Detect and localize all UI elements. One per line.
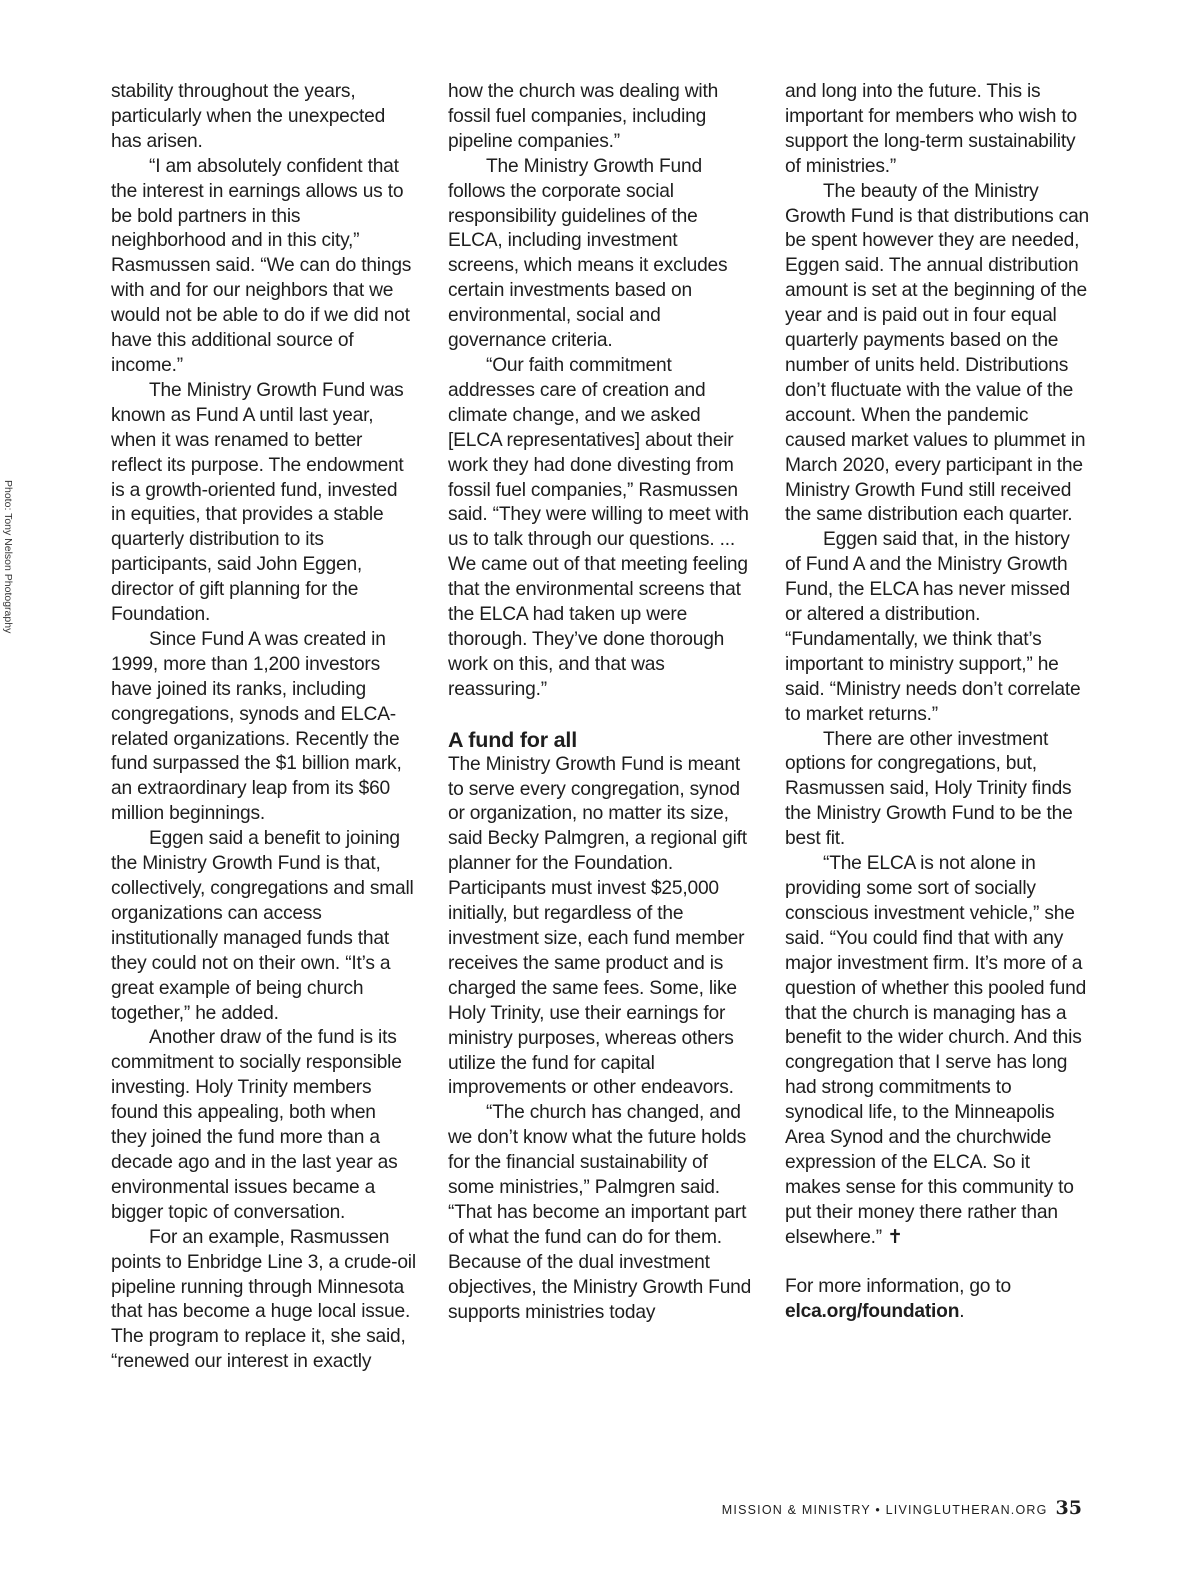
paragraph: “The ELCA is not alone in providing some sort of socially conscious investment vehicle,” she said. “You could find that with any major investment firm. It’s more of a question of whether this pooled fund that the church is managing has a benefit to the wider church. And this congregation that I serve has long had strong commitments to synodical life, to the Minneapolis Area Synod and the churchwide expression of the ELCA. So it makes sense for this community to put their money there rather than elsewhere.” ✝ — [785, 853, 1087, 1248]
paragraph: Since Fund A was created in 1999, more than 1,200 investors have joined its ranks, including congregations, synods and ELCA-related organizations. Recently the fund surpassed the $1 billion mark, an extraordinary leap from its $60 million beginnings. — [111, 628, 402, 825]
paragraph: The Ministry Growth Fund is meant to serve every congregation, synod or organization, no matter its size, said Becky Palmgren, a regional gift planner for the Foundation. Participants must invest $25,000 initially, but regardless of the investment size, each fund member receives the same product and is charged the same fees. Some, like Holy Trinity, use their earnings for ministry purposes, whereas others utilize the fund for capital improvements or other endeavors. — [448, 753, 747, 1099]
paragraph: The Ministry Growth Fund was known as Fund A until last year, when it was renamed to better reflect its purpose. The endowment is a growth-oriented fund, invested in equities, that provides a stable quarterly distribution to its participants, said John Eggen, director of gift planning for the Foundation. — [111, 379, 404, 626]
photo-credit-text: Photo: Tony Nelson Photography — [2, 480, 14, 634]
article-column-2 — [448, 80, 753, 1326]
paragraph: For an example, Rasmussen points to Enbridge Line 3, a crude-oil pipeline running through Minnesota that has become a huge local issue. The program to replace it, she said, “renewed our interest in exactly — [111, 1226, 416, 1373]
more-info — [785, 1275, 1090, 1325]
footer-section-label: MISSION & MINISTRY • LIVINGLUTHERAN.ORG — [721, 1503, 1048, 1517]
article-column-1 — [111, 80, 416, 1375]
photo-credit — [2, 480, 16, 660]
page-footer — [722, 1497, 1082, 1519]
more-info-lead: For more information, go to — [785, 1275, 1012, 1297]
paragraph: and long into the future. This is important for members who wish to support the long-term sustainability of ministries.” — [785, 81, 1077, 177]
paragraph: “The church has changed, and we don’t know what the future holds for the financial sustainability of some ministries,” Palmgren said. “That has become an important part of what the fund can do for them. Because of the dual investment objectives, the Ministry Growth Fund supports ministries today — [448, 1102, 752, 1323]
paragraph: Eggen said a benefit to joining the Ministry Growth Fund is that, collectively, congregations and small organizations can access institutionally managed funds that they could not on their own. “It’s a great example of being church together,” he added. — [111, 828, 414, 1024]
paragraph: There are other investment options for congregations, but, Rasmussen said, Holy Trinity finds the Ministry Growth Fund to be the best fit. — [785, 728, 1073, 850]
paragraph: The Ministry Growth Fund follows the corporate social responsibility guidelines of the ELCA, including investment screens, which means it excludes certain investments based on environmental, social and governance criteria. — [448, 155, 728, 352]
article-column-3 — [785, 80, 1090, 1324]
paragraph: stability throughout the years, particularly when the unexpected has arisen. — [111, 81, 386, 152]
paragraph: “I am absolutely confident that the interest in earnings allows us to be bold partners in this neighborhood and in this city,” Rasmussen said. “We can do things with and for our neighbors that we would not be able to do if we did not have this additional source of income.” — [111, 155, 412, 376]
paragraph: The beauty of the Ministry Growth Fund is that distributions can be spent however they are needed, Eggen said. The annual distribution amount is set at the beginning of the year and is paid out in four equal quarterly payments based on the number of units held. Distributions don’t fluctuate with the value of the account. When the pandemic caused market values to plummet in March 2020, every participant in the Ministry Growth Fund still received the same distribution each quarter. — [785, 180, 1090, 526]
paragraph: Another draw of the fund is its commitment to socially responsible investing. Holy Trinity members found this appealing, both when they joined the fund more than a decade ago and in the last year as environmental issues became a bigger topic of conversation. — [111, 1027, 402, 1223]
section-subhead: A fund for all — [448, 727, 577, 752]
page-number: 35 — [1055, 1497, 1082, 1519]
paragraph: Eggen said that, in the history of Fund A and the Ministry Growth Fund, the ELCA has never missed or altered a distribution. “Fundamentally, we think that’s important to ministry support,” he said. “Ministry needs don’t correlate to market returns.” — [785, 529, 1081, 725]
paragraph: “Our faith commitment addresses care of creation and climate change, and we asked [ELCA representatives] about their work they had done divesting from fossil fuel companies,” Rasmussen said. “They were willing to meet with us to talk through our questions. ... We came out of that meeting feeling that the environmental screens that the ELCA had taken up were thorough. They’ve done thorough work on this, and that was reassuring.” — [448, 354, 749, 700]
foundation-link[interactable]: elca.org/foundation — [785, 1300, 960, 1322]
more-info-trail: . — [959, 1300, 965, 1322]
paragraph: how the church was dealing with fossil fuel companies, including pipeline companies.” — [448, 81, 719, 152]
